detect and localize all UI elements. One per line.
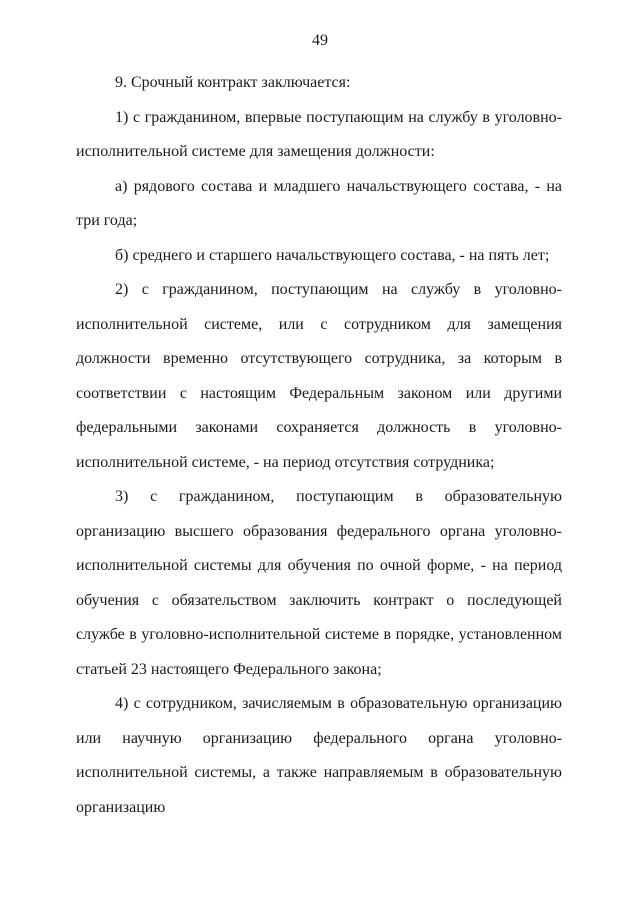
paragraph-item-1a: а) рядового состава и младшего начальствующего состава, - на три года; <box>76 177 562 229</box>
page-number: 49 <box>312 32 328 49</box>
paragraph-item-3: 3) с гражданином, поступающим в образовательную организацию высшего образования федерального органа уголовно-исполнительной системы для обучения по очной форме, - на период обучения с обязательством заключить контракт о последующей службе в уголовно-исполнительной системе в порядке, установленном статьей 23 настоящего Федерального закона; <box>76 488 562 678</box>
document-body <box>76 66 562 825</box>
paragraph-item-1b: б) среднего и старшего начальствующего состава, - на пять лет; <box>115 246 550 264</box>
paragraph-item-4: 4) с сотрудником, зачисляемым в образовательную организацию или научную организацию федерального органа уголовно-исполнительной системы, а также направляемым в образовательную организацию <box>76 695 562 816</box>
paragraph-item-1: 1) с гражданином, впервые поступающим на службу в уголовно-исполнительной системе для замещения должности: <box>76 108 562 160</box>
paragraph-item-2: 2) с гражданином, поступающим на службу в уголовно-исполнительной системе, или с сотрудником для замещения должности временно отсутствующего сотрудника, за которым в соответствии с настоящим Федеральным законом или другими федеральными законами сохраняется должность в уголовно-исполнительной системе, - на период отсутствия сотрудника; <box>76 281 562 471</box>
paragraph-clause-9: 9. Срочный контракт заключается: <box>115 74 351 91</box>
